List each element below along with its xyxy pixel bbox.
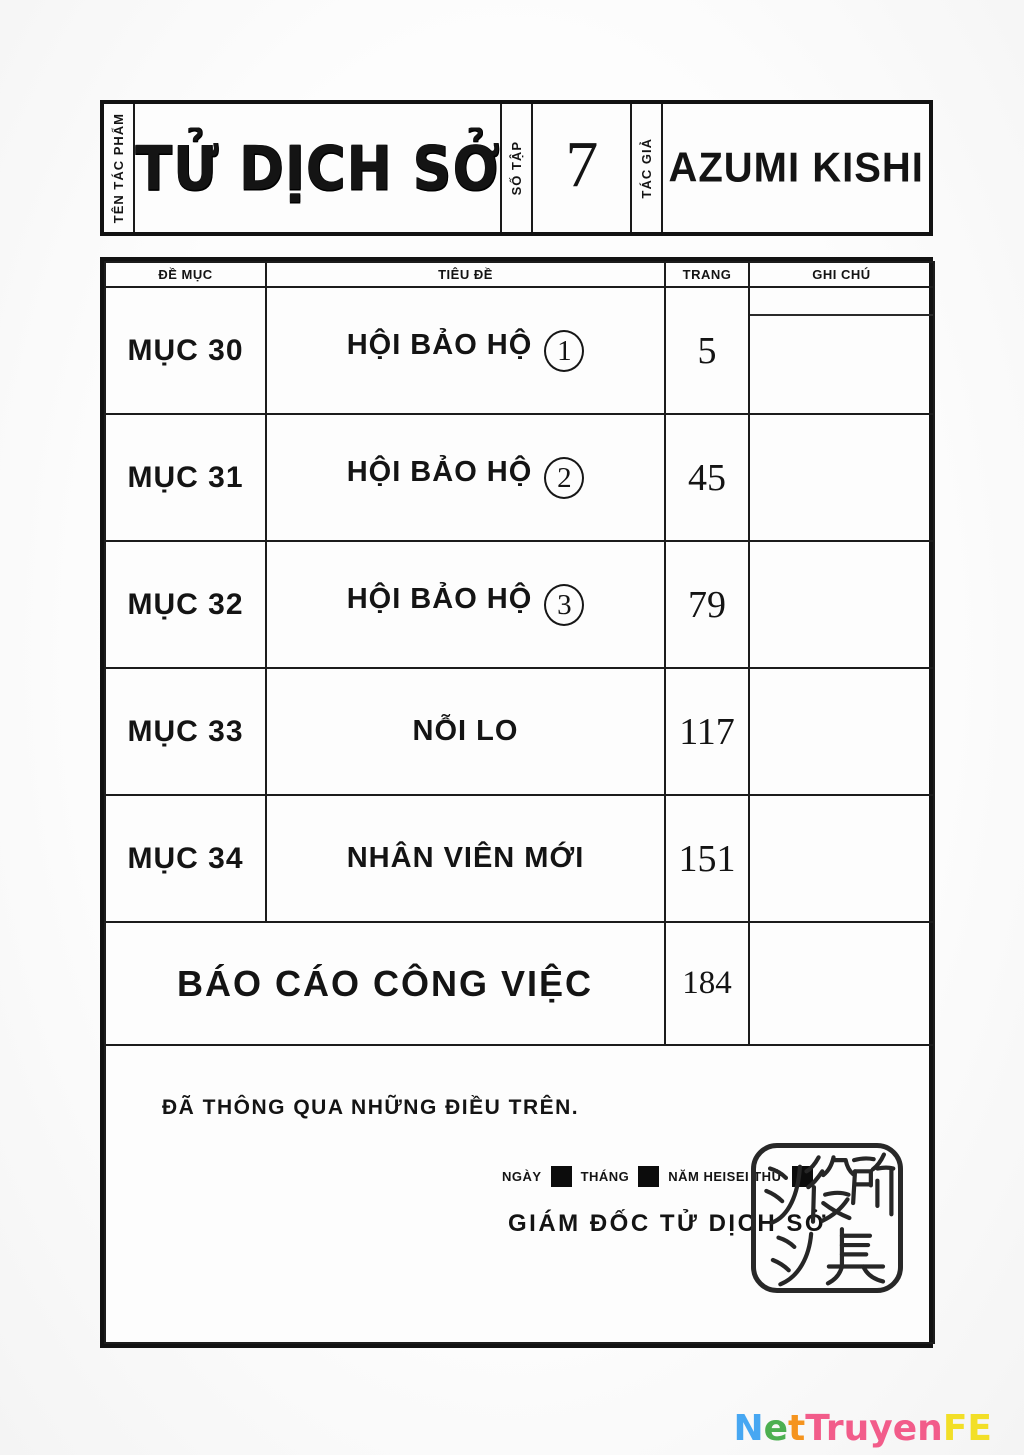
col-header-page: TRANG [665,262,749,287]
table-row [105,287,934,414]
toc-header-row [105,262,934,287]
table-row [105,414,934,541]
shi-yakusho-director-seal-icon [751,1143,903,1293]
circled-number-icon: 3 [544,584,584,626]
watermark-letter: e [763,1408,789,1449]
author-label-cell [632,104,663,232]
note-cell [749,541,934,668]
watermark-letter: t [788,1408,806,1449]
note-cell [749,795,934,922]
chapter-title: NỖI LO [412,715,519,747]
table-row [105,541,934,668]
watermark-letter: n [917,1408,943,1449]
report-row [105,922,934,1045]
watermark-letter: u [843,1408,870,1449]
page-number: 45 [688,456,726,499]
watermark [733,1408,992,1449]
watermark-letter: E [967,1408,992,1449]
work-label-cell [104,104,135,232]
col-header-title: TIÊU ĐỀ [266,262,665,287]
chapter-number: MỤC 32 [127,587,244,621]
page-number: 5 [697,329,717,372]
volume-number: 7 [565,128,599,201]
table-row [105,795,934,922]
note-cell [749,922,934,1045]
table-row [105,668,934,795]
note-cell [749,287,934,414]
page-number: 79 [688,583,726,626]
note-cell [749,668,934,795]
work-title: TỬ DỊCH SỞ [135,132,501,204]
note-subline [750,288,933,316]
approval-row [105,1045,934,1343]
month-label: THÁNG [580,1169,630,1184]
col-header-note: GHI CHÚ [749,262,934,287]
approval-section [106,1046,933,1342]
chapter-title: NHÂN VIÊN MỚI [346,842,585,874]
circled-number-icon: 2 [544,457,584,499]
chapter-number: MỤC 34 [127,841,244,875]
page-number: 151 [678,837,736,880]
page-number: 117 [679,710,735,753]
year-label: NĂM HEISEI THỨ [668,1169,783,1184]
toc-table [104,261,935,1344]
volume-label: SỐ TẬP [509,140,525,196]
watermark-letter: e [892,1408,918,1449]
chapter-title: HỘI BẢO HỘ [346,328,533,361]
chapter-number: MỤC 30 [127,333,244,367]
chapter-title: HỘI BẢO HỘ [346,582,533,615]
col-header-item: ĐỀ MỤC [105,262,266,287]
chapter-number: MỤC 31 [127,460,244,494]
volume-number-cell [533,104,632,232]
redacted-square-icon [551,1166,572,1187]
page-number: 184 [682,965,732,1001]
watermark-letter: N [733,1408,764,1449]
author-name: AZUMI KISHI [668,144,924,191]
toc-table-box [100,257,933,1348]
author-cell [663,104,929,232]
volume-label-cell [502,104,533,232]
work-title-cell [135,104,502,232]
approval-statement: ĐÃ THÔNG QUA NHỮNG ĐIỀU TRÊN. [162,1096,580,1119]
redacted-square-icon [638,1166,659,1187]
chapter-number: MỤC 33 [127,714,244,748]
title-header-box [100,100,933,236]
day-label: NGÀY [502,1169,542,1184]
work-label: TÊN TÁC PHẨM [111,112,126,224]
director-title: GIÁM ĐỐC TỬ DỊCH SỞ [508,1210,828,1237]
watermark-letter: T [805,1408,826,1449]
watermark-letter: y [869,1408,893,1449]
note-cell [749,414,934,541]
circled-number-icon: 1 [544,330,584,372]
author-label: TÁC GIẢ [639,137,655,199]
report-title: BÁO CÁO CÔNG VIỆC [176,962,594,1004]
chapter-title: HỘI BẢO HỘ [346,455,533,488]
watermark-letter: r [825,1408,844,1449]
watermark-letter: F [942,1408,968,1449]
